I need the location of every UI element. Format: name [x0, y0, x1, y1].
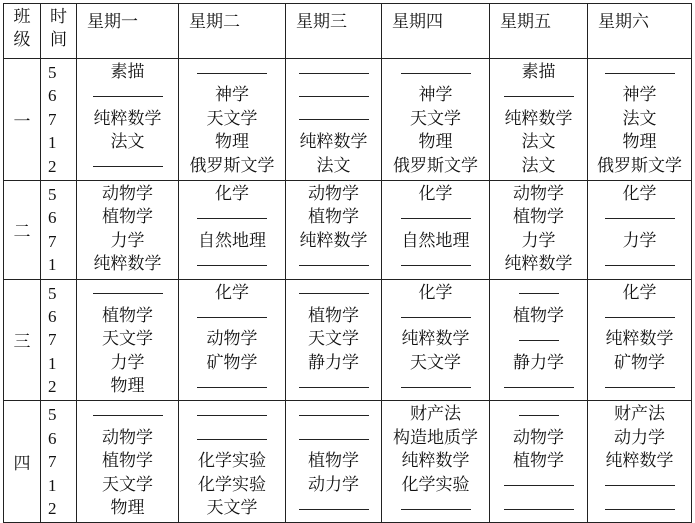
course-name: 物理	[215, 132, 249, 153]
day-cell-tue	[179, 279, 286, 401]
course-name: 植物学	[308, 207, 359, 228]
empty-slot-dash	[77, 84, 178, 107]
course-name: 神学	[622, 85, 657, 106]
course-name: 纯粹数学	[605, 451, 674, 472]
class-name: 二	[4, 180, 41, 279]
time-slot: 1	[48, 133, 57, 153]
empty-slot-dash	[382, 305, 489, 328]
class-name: 四	[4, 401, 41, 523]
course-name: 构造地质学	[393, 427, 478, 448]
day-cell-thu	[382, 180, 490, 279]
timetable	[3, 3, 692, 523]
empty-slot-dash	[490, 282, 587, 305]
empty-slot-dash	[77, 403, 178, 426]
class-header-line: 级	[13, 30, 31, 50]
empty-slot-dash	[179, 305, 285, 328]
course-name: 纯粹数学	[504, 108, 573, 129]
course-name: 化学实验	[401, 474, 470, 495]
course-name: 法文	[521, 155, 556, 176]
day-header-thu: 星期四	[382, 4, 490, 59]
time-slot: 7	[48, 231, 57, 251]
course-name: 自然地理	[401, 230, 470, 251]
empty-slot-dash	[286, 61, 381, 84]
course-name: 化学	[215, 282, 249, 303]
empty-slot-dash	[286, 427, 381, 450]
day-header-fri: 星期五	[490, 4, 588, 59]
course-name: 植物学	[513, 305, 564, 326]
time-slots	[41, 180, 77, 279]
class-group-row	[4, 59, 692, 181]
empty-slot-dash	[382, 61, 489, 84]
empty-slot-dash	[179, 253, 285, 276]
empty-slot-dash	[382, 375, 489, 398]
day-cell-tue	[179, 401, 286, 523]
day-cell-tue	[179, 59, 286, 181]
course-name: 力学	[110, 352, 145, 373]
course-name: 植物学	[513, 207, 564, 228]
day-cell-wed	[286, 59, 382, 181]
course-name: 俄罗斯文学	[189, 155, 275, 176]
course-name: 法文	[521, 132, 556, 153]
course-name: 神学	[215, 85, 249, 106]
course-name: 天文学	[206, 498, 258, 519]
day-cell-wed	[286, 401, 382, 523]
course-name: 俄罗斯文学	[393, 155, 478, 176]
class-group-row	[4, 180, 692, 279]
course-name: 力学	[521, 230, 556, 251]
empty-slot-dash	[286, 403, 381, 426]
course-name: 植物学	[102, 207, 153, 228]
course-name: 植物学	[102, 305, 153, 326]
course-name: 自然地理	[198, 230, 266, 251]
course-name: 植物学	[513, 451, 564, 472]
day-cell-wed	[286, 279, 382, 401]
day-header-tue: 星期二	[179, 4, 286, 59]
empty-slot-dash	[286, 375, 381, 398]
empty-slot-dash	[179, 61, 285, 84]
course-name: 素描	[110, 62, 145, 82]
course-name: 化学	[418, 282, 453, 303]
empty-slot-dash	[588, 305, 691, 328]
course-name: 天文学	[410, 108, 461, 129]
empty-slot-dash	[77, 155, 178, 178]
course-name: 动力学	[614, 427, 665, 448]
course-name: 财产法	[410, 404, 461, 425]
course-name: 化学实验	[198, 474, 266, 495]
time-slots	[41, 59, 77, 181]
day-cell-mon	[77, 279, 179, 401]
course-name: 法文	[316, 155, 351, 176]
course-name: 动物学	[102, 427, 153, 448]
course-name: 天文学	[308, 329, 359, 350]
time-slots	[41, 279, 77, 401]
day-header-wed: 星期三	[286, 4, 382, 59]
day-cell-mon	[77, 401, 179, 523]
course-name: 纯粹数学	[401, 451, 470, 472]
time-header-line: 间	[50, 30, 67, 50]
time-header-line: 时	[50, 7, 67, 27]
empty-slot-dash	[588, 61, 691, 84]
empty-slot-dash	[490, 474, 587, 497]
course-name: 化学	[215, 183, 249, 204]
course-name: 天文学	[102, 474, 153, 495]
course-name: 动物学	[102, 183, 153, 204]
time-slot: 6	[48, 86, 57, 106]
class-header-line: 班	[13, 7, 31, 27]
class-group-row	[4, 401, 692, 523]
time-header	[41, 4, 77, 59]
day-cell-sat	[588, 401, 692, 523]
empty-slot-dash	[588, 253, 691, 276]
course-name: 天文学	[410, 352, 461, 373]
class-name: 一	[4, 59, 41, 181]
time-slot: 5	[48, 405, 57, 425]
class-header	[4, 4, 41, 59]
course-name: 植物学	[308, 305, 359, 326]
time-slot: 6	[48, 428, 57, 448]
course-name: 天文学	[102, 329, 153, 350]
course-name: 财产法	[614, 404, 665, 425]
course-name: 化学	[622, 183, 657, 204]
empty-slot-dash	[286, 108, 381, 131]
empty-slot-dash	[588, 206, 691, 229]
day-header-mon: 星期一	[77, 4, 179, 59]
day-cell-thu	[382, 279, 490, 401]
course-name: 纯粹数学	[93, 108, 162, 129]
class-group-row	[4, 279, 692, 401]
course-name: 俄罗斯文学	[597, 155, 682, 176]
day-cell-fri	[490, 59, 588, 181]
empty-slot-dash	[382, 206, 489, 229]
course-name: 植物学	[308, 451, 359, 472]
day-cell-thu	[382, 401, 490, 523]
day-cell-thu	[382, 59, 490, 181]
empty-slot-dash	[286, 253, 381, 276]
course-name: 动力学	[308, 474, 359, 495]
time-slot: 7	[48, 109, 57, 129]
time-slot: 1	[48, 255, 57, 275]
day-cell-fri	[490, 401, 588, 523]
course-name: 化学	[622, 282, 657, 303]
course-name: 化学	[418, 183, 453, 204]
day-cell-sat	[588, 180, 692, 279]
time-slot: 2	[48, 156, 57, 176]
empty-slot-dash	[179, 403, 285, 426]
course-name: 纯粹数学	[605, 329, 674, 350]
day-cell-fri	[490, 180, 588, 279]
empty-slot-dash	[490, 84, 587, 107]
course-name: 素描	[521, 62, 556, 82]
course-name: 动物学	[206, 329, 258, 350]
time-slot: 2	[48, 499, 57, 519]
course-name: 静力学	[513, 352, 564, 373]
empty-slot-dash	[588, 375, 691, 398]
day-cell-mon	[77, 180, 179, 279]
course-name: 纯粹数学	[299, 230, 368, 251]
course-name: 静力学	[308, 352, 359, 373]
class-name: 三	[4, 279, 41, 401]
empty-slot-dash	[179, 427, 285, 450]
course-name: 化学实验	[198, 451, 266, 472]
time-slots	[41, 401, 77, 523]
course-name: 神学	[418, 85, 453, 106]
day-cell-tue	[179, 180, 286, 279]
time-slot: 1	[48, 353, 57, 373]
empty-slot-dash	[286, 84, 381, 107]
course-name: 纯粹数学	[299, 132, 368, 153]
time-slot: 2	[48, 377, 57, 397]
course-name: 天文学	[206, 108, 258, 129]
day-cell-sat	[588, 59, 692, 181]
time-slot: 6	[48, 208, 57, 228]
time-slot: 1	[48, 475, 57, 495]
course-name: 力学	[622, 230, 657, 251]
course-name: 纯粹数学	[401, 329, 470, 350]
empty-slot-dash	[382, 253, 489, 276]
course-name: 力学	[110, 230, 145, 251]
day-cell-sat	[588, 279, 692, 401]
day-cell-fri	[490, 279, 588, 401]
course-name: 法文	[622, 108, 657, 129]
empty-slot-dash	[179, 375, 285, 398]
course-name: 法文	[110, 132, 145, 153]
time-slot: 7	[48, 452, 57, 472]
course-name: 动物学	[308, 183, 359, 204]
day-cell-wed	[286, 180, 382, 279]
time-slot: 7	[48, 330, 57, 350]
empty-slot-dash	[490, 328, 587, 351]
course-name: 物理	[110, 376, 145, 397]
schedule-body	[4, 59, 692, 523]
day-cell-mon	[77, 59, 179, 181]
course-name: 物理	[110, 498, 145, 519]
course-name: 矿物学	[206, 352, 258, 373]
time-slot: 5	[48, 283, 57, 303]
empty-slot-dash	[490, 403, 587, 426]
empty-slot-dash	[77, 282, 178, 305]
empty-slot-dash	[286, 282, 381, 305]
header-row	[4, 4, 692, 59]
course-name: 矿物学	[614, 352, 665, 373]
empty-slot-dash	[588, 474, 691, 497]
course-name: 物理	[622, 132, 657, 153]
course-name: 动物学	[513, 427, 564, 448]
course-name: 植物学	[102, 451, 153, 472]
course-name: 纯粹数学	[504, 254, 573, 275]
course-name: 动物学	[513, 183, 564, 204]
time-slot: 6	[48, 306, 57, 326]
time-slot: 5	[48, 184, 57, 204]
empty-slot-dash	[179, 206, 285, 229]
time-slot: 5	[48, 63, 57, 82]
course-name: 物理	[418, 132, 453, 153]
day-header-sat: 星期六	[588, 4, 692, 59]
empty-slot-dash	[490, 375, 587, 398]
course-name: 纯粹数学	[93, 254, 162, 275]
